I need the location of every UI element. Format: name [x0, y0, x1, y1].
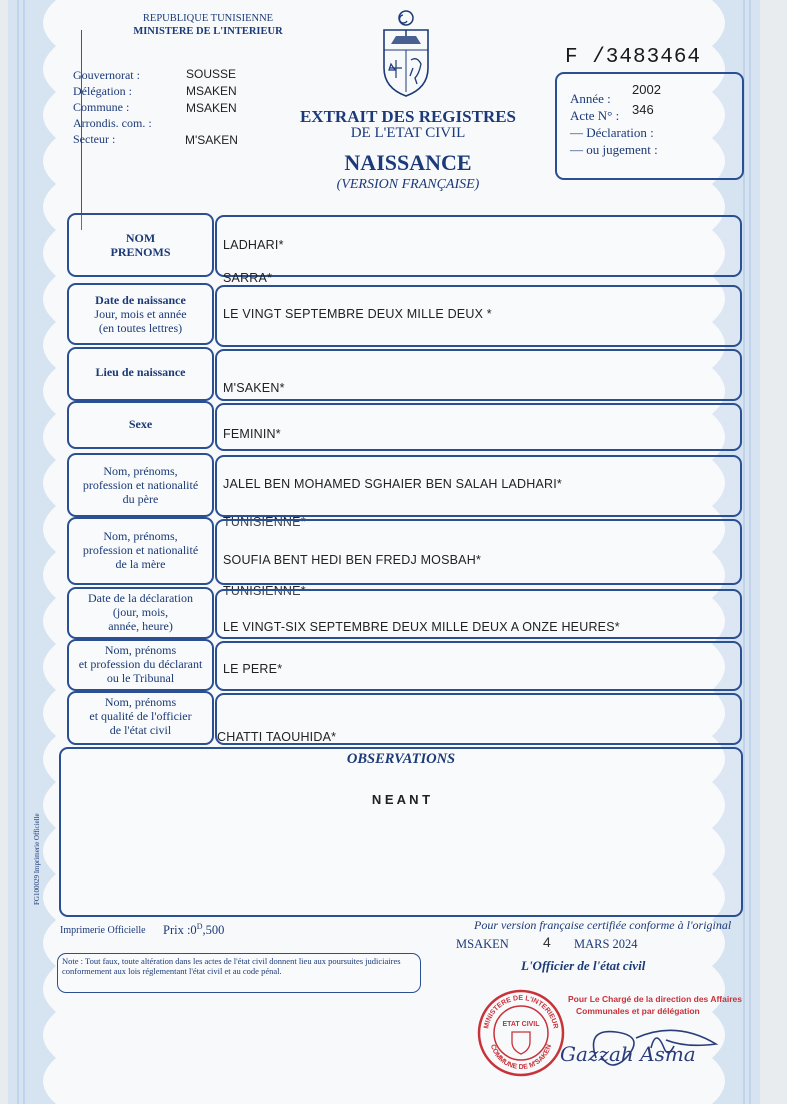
mere-label-1: Nom, prénoms,: [103, 529, 178, 543]
pere-label-1: Nom, prénoms,: [103, 464, 178, 478]
sexe-label: [67, 405, 214, 443]
declaration-label-2: (jour, mois,: [112, 605, 169, 619]
naissance-value: LE VINGT SEPTEMBRE DEUX MILLE DEUX *: [223, 307, 492, 321]
declarant-label-3: ou le Tribunal: [106, 671, 175, 685]
margin-print-code: FG100029 Imprimerie Officielle: [33, 813, 41, 905]
secteur-label: Secteur :: [73, 132, 116, 146]
sexe-text: Sexe: [128, 417, 153, 431]
title-naissance: NAISSANCE: [344, 150, 472, 175]
pere-label-2: profession et nationalité: [82, 478, 199, 492]
mere-value-box: [215, 519, 742, 585]
arrondis-label: Arrondis. com. :: [73, 116, 152, 130]
officier-label-2: et qualité de l'officier: [89, 709, 192, 723]
officier-label-3: de l'état civil: [109, 723, 172, 737]
pere-value: JALEL BEN MOHAMED SGHAIER BEN SALAH LADHARI*: [223, 477, 562, 491]
prix-rest: ,500: [202, 923, 225, 938]
ministry-label: MINISTERE DE L'INTERIEUR: [133, 26, 283, 37]
certification-date: MARS 2024: [574, 937, 638, 951]
mere-nationality: TUNISIENNE*: [223, 584, 306, 598]
stamp-mid-text: ETAT CIVIL: [502, 1021, 540, 1028]
naissance-label: [67, 285, 214, 343]
mere-label: [67, 520, 214, 580]
declaration-label-1: Date de la déclaration: [88, 591, 193, 605]
prenoms-text: PRENOMS: [110, 245, 171, 259]
annee-label: Année :: [570, 91, 611, 106]
commune-label: Commune :: [73, 100, 130, 114]
signature-name: Gazzah Asma: [560, 1042, 696, 1066]
gouvernorat-label: Gouvernorat :: [73, 68, 140, 82]
delegation-value: MSAKEN: [186, 84, 237, 98]
stamp-bottom-text: COMMUNE DE M'SAKEN: [488, 1043, 554, 1072]
declarant-label-2: et profession du déclarant: [78, 657, 203, 671]
acte-value: 346: [632, 102, 654, 117]
declaration-label-3: année, heure): [108, 619, 173, 633]
imprimerie-label: Imprimerie Officielle: [60, 925, 146, 936]
admin-labels: [73, 67, 183, 147]
pere-nationality: TUNISIENNE*: [223, 515, 306, 529]
left-guilloche-border: [8, 0, 66, 1104]
observations-box: [59, 747, 743, 917]
nom-label: [67, 215, 214, 275]
mere-label-2: profession et nationalité: [82, 543, 199, 557]
declaration-value: LE VINGT-SIX SEPTEMBRE DEUX MILLE DEUX A ONZE HEURES*: [223, 620, 620, 634]
lieu-label: [67, 349, 214, 395]
document-sheet: [8, 0, 760, 1104]
annee-value: 2002: [632, 82, 661, 97]
jugement-option: — ou jugement :: [570, 142, 658, 157]
official-stamp-icon: [476, 988, 566, 1078]
sexe-value: FEMININ*: [223, 427, 281, 441]
legal-note: Note : Tout faux, toute altération dans les actes de l'état civil donnent lieu aux poursuites judiciaires conformement aux lois réglementant l'état civil et au code pénal.: [62, 956, 401, 976]
title-version: (VERSION FRANÇAISE): [336, 177, 480, 192]
gouvernorat-value: SOUSSE: [186, 67, 237, 81]
prix-label: [163, 922, 224, 938]
issuer-block: [118, 12, 298, 38]
certification-text: Pour version française certifiée conforme à l'original: [474, 918, 732, 932]
naissance-label-2: Jour, mois et année: [94, 307, 187, 321]
prix-text: Prix :0: [163, 923, 197, 938]
admin-values: [186, 66, 237, 117]
sexe-value-box: [215, 403, 742, 451]
naissance-label-3: (en toutes lettres): [98, 321, 183, 335]
nom-value-box: [215, 215, 742, 277]
stamp-delegation-line-1: Pour Le Chargé de la direction des Affaires: [568, 994, 742, 1004]
observations-value: N E A N T: [371, 792, 431, 807]
prenoms-value: SARRA*: [223, 271, 273, 285]
acte-label: Acte N° :: [570, 108, 620, 123]
lieu-value-box: [215, 349, 742, 401]
declarant-value: LE PERE*: [223, 662, 283, 676]
officier-label: [67, 693, 214, 739]
declarant-label: [67, 641, 214, 687]
prix-sup: D: [196, 922, 203, 931]
lieu-value: M'SAKEN*: [223, 381, 285, 395]
republic-label: REPUBLIQUE TUNISIENNE: [142, 13, 274, 24]
observations-title: OBSERVATIONS: [346, 751, 456, 767]
serial-number: F /3483464: [565, 46, 702, 69]
officier-label-1: Nom, prénoms: [104, 695, 177, 709]
coat-of-arms-icon: [376, 8, 436, 100]
nom-value: LADHARI*: [223, 238, 284, 252]
certification-day: 4: [543, 934, 551, 950]
acte-labels: [570, 90, 658, 158]
pere-label: [67, 455, 214, 515]
certification-place: MSAKEN: [456, 937, 509, 951]
declaration-label: [67, 589, 214, 635]
officer-title: L'Officier de l'état civil: [521, 958, 646, 973]
stamp-top-text: MINISTERE DE L'INTERIEUR: [483, 994, 559, 1030]
officier-value: CHATTI TAOUHIDA*: [217, 730, 337, 744]
delegation-label: Délégation :: [73, 84, 132, 98]
title-extrait: EXTRAIT DES REGISTRES: [299, 107, 517, 126]
mere-label-3: de la mère: [115, 557, 166, 571]
pere-label-3: du père: [122, 492, 159, 506]
lieu-text: Lieu de naissance: [95, 365, 186, 379]
nom-text: NOM: [125, 231, 156, 245]
declarant-value-box: [215, 641, 742, 691]
title-etat-civil: DE L'ETAT CIVIL: [350, 125, 466, 141]
mere-value: SOUFIA BENT HEDI BEN FREDJ MOSBAH*: [223, 553, 482, 567]
naissance-label-1: Date de naissance: [95, 293, 186, 307]
secteur-value: M'SAKEN: [185, 133, 238, 147]
stamp-delegation-line-2: Communales et par délégation: [576, 1006, 700, 1016]
declaration-option: — Déclaration :: [570, 125, 654, 140]
declarant-label-1: Nom, prénoms: [104, 643, 177, 657]
commune-value: MSAKEN: [186, 101, 237, 115]
